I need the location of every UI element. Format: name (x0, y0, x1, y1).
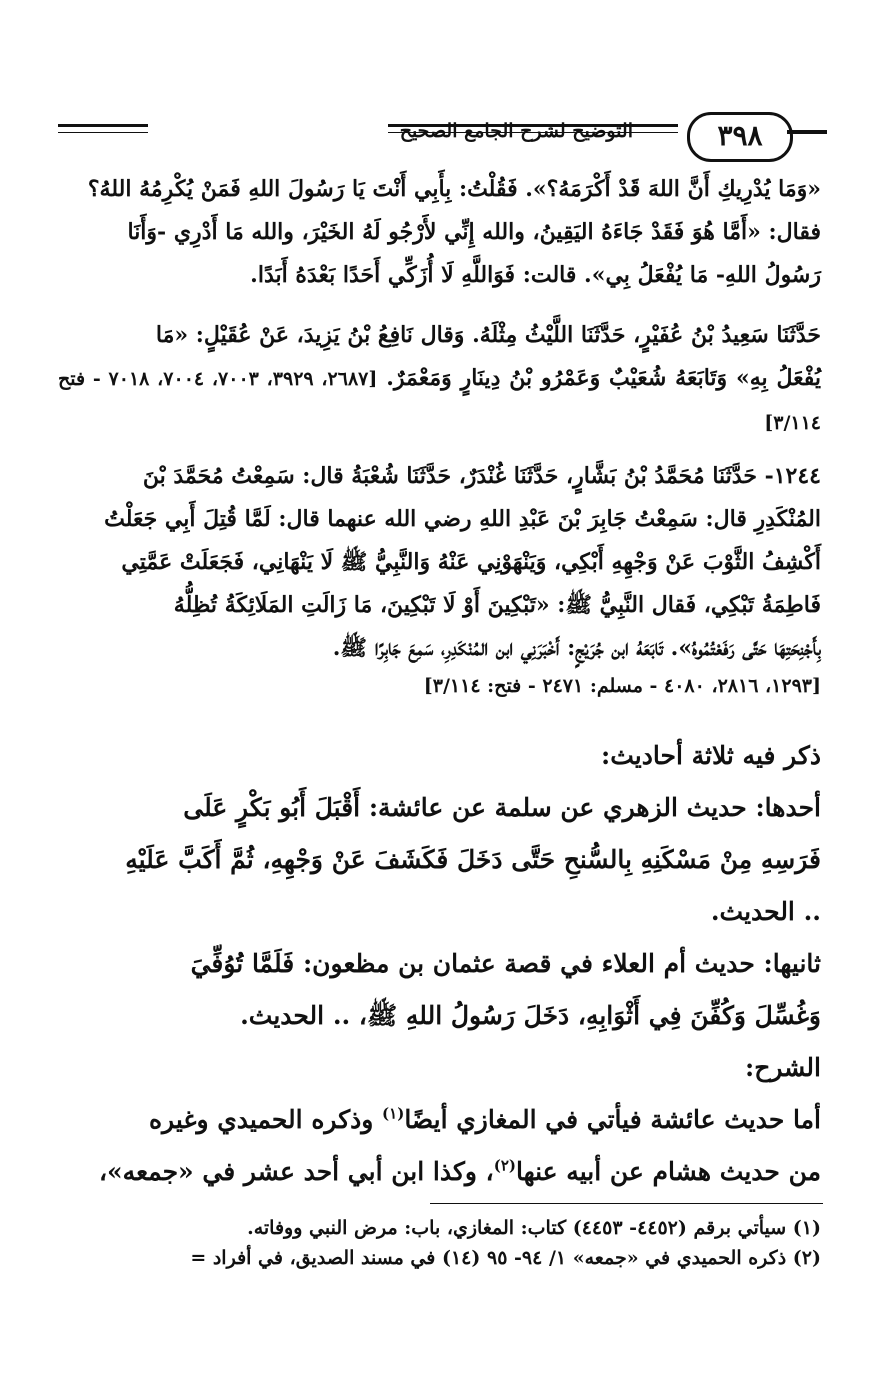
page-header (48, 112, 823, 158)
text-line: وَغُسِّلَ وَكُفِّنَ فِي أَثْوَابِهِ، دَخَلَ رَسُولُ اللهِ ﷺ، .. الحديث. (240, 1001, 821, 1030)
text-line: فَرَسِهِ مِنْ مَسْكَنِهِ بِالسُّنحِ حَتَّى دَخَلَ فَكَشَفَ عَنْ وَجْهِهِ، ثُمَّ أَكَبَّ عَلَيْهِ (125, 845, 821, 874)
reference-numbers: [٢٦٨٧، ٣٩٢٩، ٧٠٠٣، ٧٠٠٤، ٧٠١٨ - فتح ٣/١١٤] (58, 368, 821, 434)
book-title: التوضيح لشرح الجامع الصحيح (399, 120, 633, 142)
footnote-marker: (١) (382, 1104, 405, 1123)
text-line-part: وذكره الحميدي وغيره (148, 1105, 383, 1134)
commentary (58, 730, 821, 1198)
footnote-marker: (٢) (493, 1156, 516, 1175)
text-line (58, 1094, 821, 1146)
hadith-1244 (58, 455, 821, 702)
reference-numbers: [١٢٩٣، ٢٨١٦، ٤٠٨٠ - مسلم: ٢٤٧١ - فتح: ٣/١١٤] (423, 675, 821, 697)
text-line-part: أما حديث عائشة فيأتي في المغازي أيضًا (404, 1105, 821, 1134)
hadith-continuation (58, 168, 821, 297)
footnote-separator (430, 1203, 823, 1204)
text-line: أَكْشِفُ الثَّوْبَ عَنْ وَجْهِهِ أَبْكِي، وَيَنْهَوْنِي عَنْهُ وَالنَّبِيُّ ﷺ لَا يَنْهَانِي، فَجَعَلَتْ عَمَّتِي (121, 549, 821, 575)
text-line-part: ، وكذا ابن أبي أحد عشر في «جمعه»، (98, 1157, 494, 1186)
text-line: بِأَجْنِحَتِهَا حَتَّى رَفَعْتُمُوهُ». تَابَعَهُ ابن جُرَيْجٍ: أَخْبَرَنِي ابن المُنْكَدِرِ، سَمِعَ جَابِرًا ﷺ. (332, 635, 821, 661)
header-rule-left-thin (58, 132, 148, 133)
text-line-part: من حديث هشام عن أبيه عنها (515, 1157, 821, 1186)
page-number: ٣٩٨ (687, 112, 793, 162)
text-line: المُنْكَدِرِ قال: سَمِعْتُ جَابِرَ بْنَ عَبْدِ اللهِ رضي الله عنهما قال: لَمَّا قُتِلَ أَبِي جَعَلْتُ (104, 506, 821, 532)
text-line (58, 1146, 821, 1198)
commentary-intro: ذكر فيه ثلاثة أحاديث: (601, 741, 821, 770)
sharh-heading: الشرح: (744, 1053, 821, 1082)
text-line: حَدَّثَنَا سَعِيدُ بْنُ عُفَيْرٍ، حَدَّثَنَا اللَّيْثُ مِثْلَهُ. وَقال نَافِعُ بْنُ يَزِيدَ، عَنْ عُقَيْلٍ: «مَا (155, 322, 821, 348)
text-line: ثانيها: حديث أم العلاء في قصة عثمان بن مظعون: فَلَمَّا تُوُفِّيَ (190, 949, 821, 978)
hadith-chain (58, 314, 821, 445)
text-line: فقال: «أَمَّا هُوَ فَقَدْ جَاءَهُ اليَقِينُ، والله إِنِّي لأَرْجُو لَهُ الخَيْرَ، والله مَا أَدْرِي -وَأَنَا (127, 219, 821, 245)
header-rule-mid-thin (388, 132, 678, 133)
text-line: فَاطِمَةُ تَبْكِي، فَقال النَّبِيُّ ﷺ: «تَبْكِينَ أَوْ لَا تَبْكِينَ، مَا زَالَتِ المَلَائِكَةُ تُظِلُّهُ (173, 592, 821, 618)
text-line: رَسُولُ اللهِ- مَا يُفْعَلُ بِي». قالت: فَوَاللَّهِ لَا أُزَكِّي أَحَدًا بَعْدَهُ أَبَدًا. (250, 262, 821, 288)
footnotes (58, 1213, 821, 1273)
badge-tail (787, 130, 827, 134)
text-line: «وَمَا يُدْرِيكِ أَنَّ اللهَ قَدْ أَكْرَمَهُ؟». فَقُلْتُ: بِأَبِي أَنْتَ يَا رَسُولَ اللهِ فَمَنْ يُكْرِمُهُ اللهُ؟ (87, 176, 821, 202)
header-rule-left (58, 124, 148, 127)
footnote: (٢) ذكره الحميدي في «جمعه» ١/ ٩٤- ٩٥ (١٤) في مسند الصديق، في أفراد = (190, 1247, 821, 1269)
text-line: ١٢٤٤- حَدَّثَنَا مُحَمَّدُ بْنُ بَشَّارٍ، حَدَّثَنَا غُنْدَرٌ، حَدَّثَنَا شُعْبَةُ قال: سَمِعْتُ مُحَمَّدَ بْنَ (142, 463, 821, 489)
text-line: .. الحديث. (710, 897, 821, 926)
header-rule-mid (388, 124, 678, 127)
text-line: أحدها: حديث الزهري عن سلمة عن عائشة: أَقْبَلَ أَبُو بَكْرٍ عَلَى (183, 793, 821, 822)
text-line-part: يُفْعَلُ بِهِ» وَتَابَعَهُ شُعَيْبٌ وَعَمْرُو بْنُ دِينَارٍ وَمَعْمَرٌ. (386, 365, 822, 391)
footnote: (١) سيأتي برقم (٤٤٥٢- ٤٤٥٣) كتاب: المغازي، باب: مرض النبي ووفاته. (247, 1217, 821, 1239)
text-line (58, 357, 821, 445)
